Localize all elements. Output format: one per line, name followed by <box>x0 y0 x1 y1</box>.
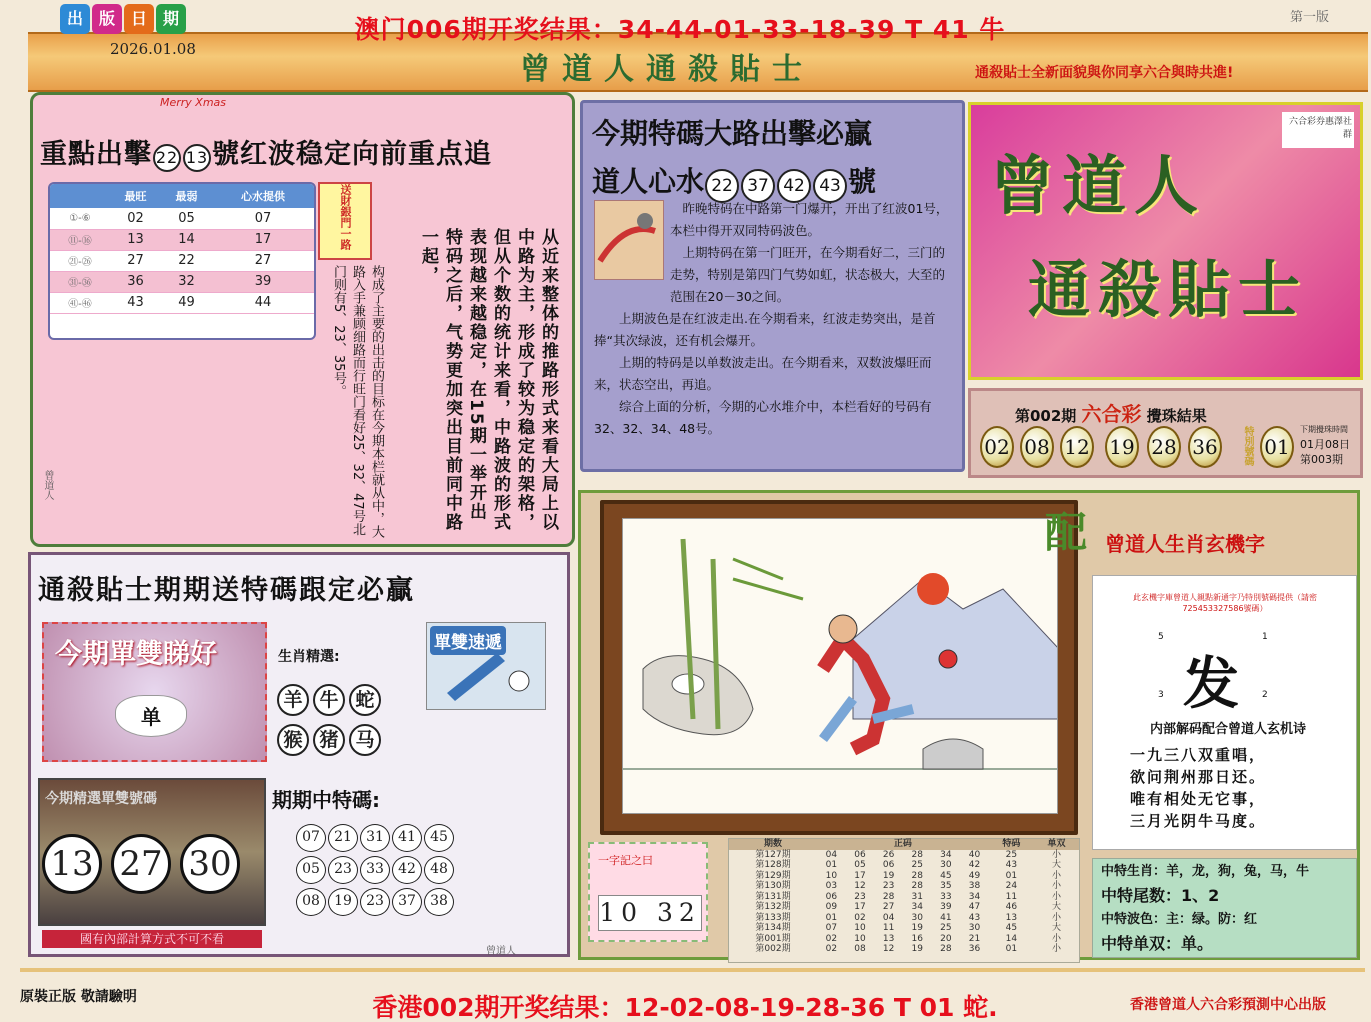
illustration <box>622 518 1058 814</box>
table-row <box>50 229 314 250</box>
table-cell: 33 <box>940 891 952 902</box>
single-double-title: 今期單雙睇好 <box>55 639 217 670</box>
riddle-title: 曾道人生肖玄機字 <box>1105 532 1265 556</box>
table-row <box>50 208 314 229</box>
paragraph: 综合上面的分析，今期的心水堆介中，本栏看好的号码有32、32、34、48号。 <box>594 399 932 436</box>
table-cell: 第132期 <box>755 902 791 912</box>
poem-line: 一九三八双重唱， <box>1130 746 1267 764</box>
table-header: 特码 <box>989 839 1034 850</box>
table-cell: 03 <box>825 881 838 891</box>
fa-number: 2 <box>1262 690 1268 700</box>
table-cell: 27 <box>882 902 895 912</box>
prediction-line: 中特尾数：1、2 <box>1101 886 1220 905</box>
xmas-label: Merry Xmas <box>160 96 227 109</box>
table-cell: 大 <box>1051 923 1061 933</box>
pub-badge-char: 日 <box>124 4 154 34</box>
cell: 39 <box>212 271 314 292</box>
qq-number: 23 <box>360 888 390 916</box>
table-cell: 19 <box>911 923 923 933</box>
brand-line-1: 曾道人 <box>990 149 1206 224</box>
next-draw <box>1300 422 1350 467</box>
table-cell: 02 <box>825 933 838 944</box>
table-cell: 17 <box>854 870 866 881</box>
qq-number: 31 <box>360 824 390 852</box>
cell: 43 <box>110 292 161 313</box>
table-cell: 43 <box>968 912 981 923</box>
table-cell: 04 <box>882 912 895 923</box>
table-cell: 第002期 <box>755 944 791 954</box>
table-cell: 40 <box>968 849 981 860</box>
table-cell: 28 <box>911 849 923 860</box>
table-cell: 42 <box>968 860 981 870</box>
riddle-subtitle: 内部解码配合曾道人玄机诗 <box>1149 722 1306 737</box>
special-label: 特別號碼 <box>1242 426 1253 466</box>
table-cell: 小 <box>1051 944 1061 954</box>
table-cell: 10 <box>854 923 866 933</box>
table-cell: 第133期 <box>755 912 791 923</box>
one-word-numbers: 10 32 <box>598 895 702 931</box>
table-header <box>50 184 110 208</box>
prediction-line: 中特单双：单。 <box>1101 934 1214 953</box>
big-number: 27 <box>111 834 171 894</box>
table-cell: 第130期 <box>755 881 791 891</box>
banner-title: 曾道人通殺貼士 <box>520 52 814 87</box>
fa-number: 3 <box>1158 690 1164 700</box>
table-cell: 43 <box>1005 860 1018 870</box>
footer-divider <box>20 968 1365 972</box>
cell: 02 <box>110 208 161 229</box>
table-cell: 28 <box>911 881 923 891</box>
table-cell: 45 <box>1005 923 1018 933</box>
analysis-text-2: 构成了主要的出击的目标在今期本栏就从中，大路入手兼顾细路而行旺门看好25、32、47号北门则有5、23、35号。 <box>331 265 384 538</box>
cell: 14 <box>161 229 212 250</box>
qq-numbers <box>295 822 475 918</box>
table-row <box>729 850 1079 861</box>
panel5-title: 通殺貼士期期送特碼跟定必贏 <box>38 575 415 606</box>
qq-title: 期期中特碼: <box>272 788 380 812</box>
table-cell: 小 <box>1051 881 1061 891</box>
qq-number: 23 <box>328 856 358 884</box>
table-cell: 12 <box>882 944 895 954</box>
table-cell: 25 <box>940 923 952 933</box>
panel1-title <box>40 132 492 172</box>
kick-ball-illustration <box>623 519 1058 814</box>
row-label: ㉛-㊱ <box>50 271 110 292</box>
prediction-line: 中特波色：主：绿。防：红 <box>1101 912 1258 927</box>
paragraph: 上期特码在第一门旺开，在今期看好二，三门的走势，特别是第四门气势如虹，状态极大，大至的范围在20－30之间。 <box>670 245 946 304</box>
title-line: 今期特碼大路出擊必贏 <box>592 117 873 150</box>
next-issue: 第003期 <box>1300 453 1343 466</box>
cell: 05 <box>161 208 212 229</box>
draw-issue: 第002期 <box>1015 407 1077 425</box>
table-cell: 小 <box>1051 849 1061 860</box>
table-cell: 01 <box>1005 870 1018 881</box>
footer-left: 原裝正版 敬請驗明 <box>20 989 137 1005</box>
cell: 27 <box>212 250 314 271</box>
title-number: 22 <box>705 169 739 203</box>
cell: 36 <box>110 271 161 292</box>
table-header: 期数 <box>729 839 817 850</box>
table-cell: 49 <box>968 870 981 881</box>
table-cell: 30 <box>940 860 952 870</box>
table-header: 单双 <box>1034 839 1079 850</box>
zodiac-list <box>275 680 415 760</box>
table-cell: 08 <box>854 944 866 954</box>
table-cell: 01 <box>825 860 838 870</box>
table-row <box>729 913 1079 924</box>
cell: 13 <box>110 229 161 250</box>
next-date: 01月08日 <box>1300 438 1350 451</box>
table-cell: 第131期 <box>755 891 791 902</box>
zodiac-item: 羊 <box>277 684 309 716</box>
qq-number: 45 <box>424 824 454 852</box>
draw-ball: 08 <box>1020 426 1054 468</box>
poem-line: 三月光阴牛马度。 <box>1130 812 1267 830</box>
table-cell: 20 <box>940 933 952 944</box>
table-cell: 39 <box>940 902 952 912</box>
table-cell: 30 <box>968 923 981 933</box>
zodiac-item: 蛇 <box>349 684 381 716</box>
table-cell: 34 <box>968 891 981 902</box>
paragraph: 上期的特码是以单数波走出。在今期看来，双数波爆旺而来，状态空出，再追。 <box>594 355 932 392</box>
poem-line: 唯有相处无它事， <box>1130 790 1267 808</box>
qq-number: 48 <box>424 856 454 884</box>
zodiac-item: 马 <box>349 724 381 756</box>
zodiac-label: 生肖精選: <box>278 649 340 665</box>
table-cell: 25 <box>1005 849 1018 860</box>
table-cell: 24 <box>1005 881 1018 891</box>
table-cell: 06 <box>854 849 866 860</box>
table-row <box>729 871 1079 882</box>
big-number: 30 <box>180 834 240 894</box>
stats-table <box>48 182 316 340</box>
pub-badge <box>60 4 190 40</box>
poem-line: 欲问荆州那日还。 <box>1130 768 1267 786</box>
page-number: 第一版 <box>1290 10 1330 25</box>
pub-date: 2026.01.08 <box>110 40 196 58</box>
table-cell: 第129期 <box>755 870 791 881</box>
title-text: 重點出擊 <box>40 139 152 170</box>
panel2-title <box>592 110 962 206</box>
table-cell: 19 <box>911 944 923 954</box>
zodiac-item: 猴 <box>277 724 309 756</box>
table-cell: 小 <box>1051 870 1061 881</box>
row-label: ㊶-㊻ <box>50 292 110 313</box>
pei-char: 配 <box>1045 508 1088 557</box>
table-cell: 28 <box>911 870 923 881</box>
table-cell: 09 <box>825 902 838 912</box>
table-header: 最弱 <box>161 184 212 208</box>
fa-number: 1 <box>1262 632 1268 642</box>
table-cell: 01 <box>825 912 838 923</box>
table-row <box>50 292 314 313</box>
qq-number: 08 <box>296 888 326 916</box>
table-cell: 07 <box>825 923 838 933</box>
paragraph: 上期波色是在红波走出.在今期看来，红波走势突出，是首捧“其次绿波，还有机会爆开。 <box>594 311 936 348</box>
riddle-char: 发 <box>1183 651 1239 717</box>
signature: 曾道人 <box>42 470 53 500</box>
zodiac-item: 牛 <box>313 684 345 716</box>
table-cell: 19 <box>882 870 895 881</box>
hk-result: 香港002期开奖结果：12-02-08-19-28-36 T 01 蛇. <box>372 993 998 1022</box>
pub-badge-char: 期 <box>156 4 186 34</box>
row-label: ①-⑥ <box>50 208 110 229</box>
express-title: 單雙速遞 <box>430 626 506 655</box>
table-header: 最旺 <box>110 184 161 208</box>
table-cell: 35 <box>940 881 952 891</box>
table-cell: 大 <box>1051 902 1061 912</box>
table-cell: 30 <box>911 912 923 923</box>
prediction-line: 中特生肖：羊，龙，狗，兔，马，牛 <box>1101 864 1310 879</box>
title-text: 道人心水 <box>592 165 705 198</box>
cell: 49 <box>161 292 212 313</box>
table-cell: 第127期 <box>755 849 791 860</box>
table-cell: 31 <box>911 891 923 902</box>
table-cell: 10 <box>825 870 838 881</box>
lottery-logo: 六合彩券惠澤社群 <box>1282 112 1354 148</box>
qq-number: 38 <box>424 888 454 916</box>
title-number: 42 <box>777 169 811 203</box>
table-row <box>729 923 1079 934</box>
table-cell: 10 <box>854 933 866 944</box>
qq-number: 05 <box>296 856 326 884</box>
fa-number: 5 <box>1158 632 1164 642</box>
next-label: 下期攪珠時間 <box>1300 425 1348 434</box>
table-row <box>729 934 1079 945</box>
qq-number: 41 <box>392 824 422 852</box>
analysis-text: 从近来整体的推路形式来看大局上以中路为主，形成了较为稳定的架格，但从个数的统计来看，中路波的形式表现越来越稳定，在15期一举开出特码之后，气势更加突出目前同中路一起， <box>418 228 558 532</box>
table-cell: 38 <box>968 881 981 891</box>
row-label: ⑪-⑯ <box>50 229 110 250</box>
draw-game: 六合彩 <box>1081 402 1142 426</box>
table-row <box>50 250 314 271</box>
riddle-poem <box>1130 744 1266 832</box>
qq-number: 19 <box>328 888 358 916</box>
cell: 22 <box>161 250 212 271</box>
title-text: 號红波稳定向前重点追 <box>212 139 492 170</box>
table-cell: 28 <box>882 891 895 902</box>
table-row <box>729 892 1079 903</box>
cell: 44 <box>212 292 314 313</box>
table-cell: 26 <box>882 849 895 860</box>
table-cell: 23 <box>882 881 895 891</box>
one-word-caption: 一字記之曰 <box>598 854 653 867</box>
table-row <box>729 944 1079 955</box>
qq-number: 33 <box>360 856 390 884</box>
table-cell: 小 <box>1051 891 1061 902</box>
cell: 17 <box>212 229 314 250</box>
title-number: 43 <box>813 169 847 203</box>
qq-number: 37 <box>392 888 422 916</box>
panel2-body <box>594 198 956 438</box>
qq-number: 21 <box>328 824 358 852</box>
big-number: 13 <box>42 834 102 894</box>
table-cell: 12 <box>854 881 866 891</box>
table-row <box>729 881 1079 892</box>
draw-ball: 12 <box>1060 426 1094 468</box>
history-table <box>728 838 1080 963</box>
table-cell: 23 <box>854 891 866 902</box>
table-cell: 28 <box>940 944 952 954</box>
cell: 32 <box>161 271 212 292</box>
table-header: 心水提供 <box>212 184 314 208</box>
table-cell: 02 <box>825 944 838 954</box>
table-cell: 大 <box>1051 860 1061 870</box>
title-number: 13 <box>183 144 211 172</box>
table-cell: 17 <box>854 902 866 912</box>
paragraph: 昨晚特码在中路第一门爆开，开出了红波01号，本栏中得开双同特码波色。 <box>670 201 949 238</box>
brand-line-2: 通殺貼士 <box>1028 253 1309 326</box>
table-cell: 21 <box>968 933 981 944</box>
qq-number: 42 <box>392 856 422 884</box>
table-cell: 45 <box>940 870 952 881</box>
table-row <box>729 902 1079 913</box>
warning-strip: 國有內部計算方式不可不看 <box>42 930 262 948</box>
cell: 27 <box>110 250 161 271</box>
table-cell: 06 <box>882 860 895 870</box>
table-cell: 04 <box>825 849 838 860</box>
lucky-road-badge <box>318 182 372 260</box>
table-cell: 第001期 <box>755 933 791 944</box>
footer-right: 香港曾道人六合彩預測中心出版 <box>1130 997 1326 1013</box>
table-cell: 46 <box>1005 902 1018 912</box>
table-cell: 16 <box>911 933 923 944</box>
badge-text: 送財銀門一路 <box>339 184 352 250</box>
qq-number: 07 <box>296 824 326 852</box>
table-cell: 11 <box>1005 891 1018 902</box>
table-cell: 13 <box>1005 912 1018 923</box>
table-cell: 36 <box>968 944 981 954</box>
cell: 07 <box>212 208 314 229</box>
row-label: ㉑-㉖ <box>50 250 110 271</box>
riddle-note: 此玄機字庫曾道人親點新通字乃特別號碼提供（請密725453327586號碼） <box>1133 593 1317 613</box>
table-row <box>729 860 1079 871</box>
table-row <box>50 271 314 292</box>
title-text: 號 <box>848 165 877 198</box>
prediction-box <box>1092 858 1357 958</box>
table-cell: 第128期 <box>755 860 791 870</box>
table-cell: 47 <box>968 902 981 912</box>
title-number: 37 <box>741 169 775 203</box>
special-ball: 01 <box>1260 426 1294 468</box>
table-cell: 01 <box>1005 944 1018 954</box>
table-cell: 11 <box>882 923 895 933</box>
pub-badge-char: 出 <box>60 4 90 34</box>
table-cell: 小 <box>1051 933 1061 944</box>
draw-title <box>1015 398 1207 427</box>
draw-ball: 36 <box>1188 426 1222 468</box>
table-cell: 06 <box>825 891 838 902</box>
table-cell: 小 <box>1051 912 1061 923</box>
photo-caption: 今期精選單雙號碼 <box>45 791 157 807</box>
table-cell: 13 <box>882 933 895 944</box>
banner-slogan: 通殺貼士全新面貌與你同享六合與時共進! <box>975 65 1234 81</box>
macau-result: 澳门006期开奖结果：34-44-01-33-18-39 T 41 牛 <box>354 15 1006 44</box>
heart-icon: 单 <box>115 695 187 737</box>
table-cell: 02 <box>854 912 866 923</box>
zodiac-item: 猪 <box>313 724 345 756</box>
table-cell: 第134期 <box>755 923 791 933</box>
draw-ball: 28 <box>1147 426 1181 468</box>
signature: 曾道人 <box>486 946 516 957</box>
draw-ball: 19 <box>1105 426 1139 468</box>
pub-badge-char: 版 <box>92 4 122 34</box>
table-cell: 25 <box>911 860 923 870</box>
draw-caption: 攪珠結果 <box>1146 407 1207 425</box>
table-cell: 34 <box>911 902 923 912</box>
table-cell: 14 <box>1005 933 1018 944</box>
table-header: 正码 <box>817 839 989 850</box>
table-cell: 34 <box>940 849 952 860</box>
title-number: 22 <box>153 144 181 172</box>
table-cell: 05 <box>854 860 866 870</box>
draw-ball: 02 <box>980 426 1014 468</box>
table-cell: 41 <box>940 912 952 923</box>
